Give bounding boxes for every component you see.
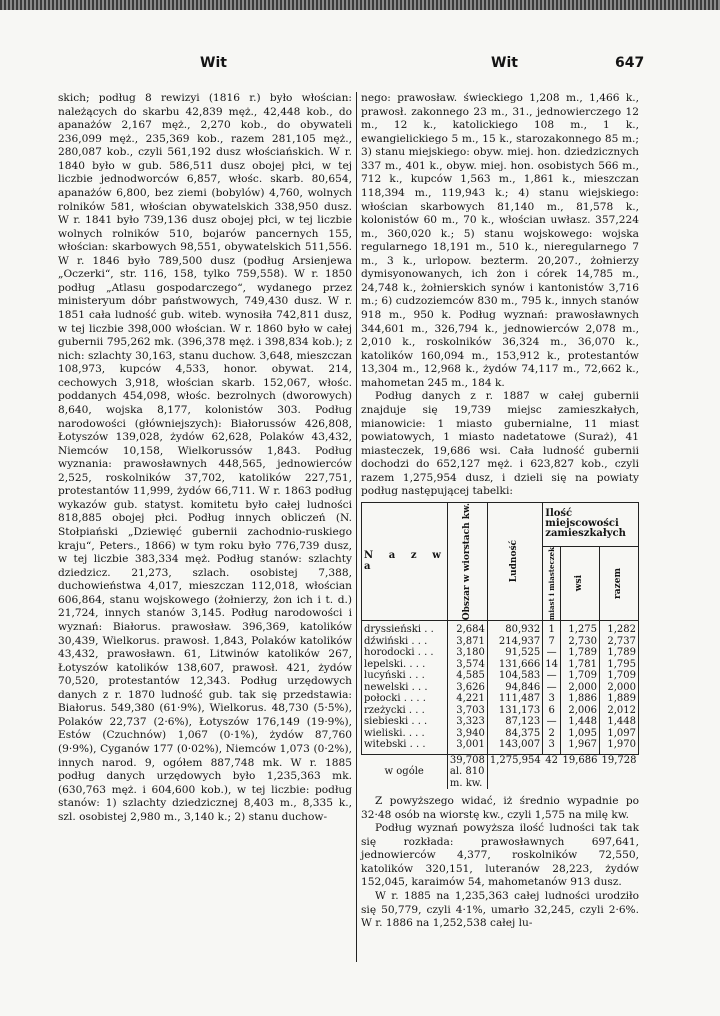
total-wsi: 19,686 (562, 754, 598, 766)
table-row (362, 716, 639, 728)
cell-miast: 7 (543, 636, 561, 648)
running-head-left: Wit (200, 55, 227, 71)
table-row (362, 670, 639, 682)
cell-obszar: 3,940 (447, 728, 487, 740)
cell-ludnosc: 131,173 (487, 705, 542, 717)
page-number: 647 (615, 55, 645, 71)
cell-wsi: 1,967 (561, 739, 600, 754)
cell-wsi: 1,789 (561, 647, 600, 659)
cell-razem: 1,282 (600, 621, 639, 636)
total-razem: 19,728 (601, 754, 637, 766)
cell-miast: — (543, 647, 561, 659)
col-header-obszar: Obszar w wiorstach kw. (461, 502, 472, 621)
cell-miast: — (543, 670, 561, 682)
cell-miast: 6 (543, 705, 561, 717)
cell-razem: 2,737 (600, 636, 639, 648)
cell-razem: 1,709 (600, 670, 639, 682)
total-ludnosc: 1,275,954 (489, 754, 541, 766)
cell-ludnosc: 94,846 (487, 682, 542, 694)
cell-name: lepelski. . . . (362, 659, 448, 671)
cell-name: newelski . . . (362, 682, 448, 694)
col-header-miast: miast i miasteczek (546, 547, 556, 621)
total-label: w ogóle (384, 766, 424, 778)
table-row (362, 682, 639, 694)
cell-miast: 3 (543, 739, 561, 754)
paragraph-1887: Podług danych z r. 1887 w całej gubernii znajduje się 19,739 miejsc zamieszkałych, mianowicie: 1 miasto gubernialne, 11 miast powiatowych, 1 miasto nadetatowe (Suraż), 41 miasteczek, 19,686 wsi. Cała ludność gubernii dochodzi do 652,127 męż. i 623,827 kob., czyli razem 1,275,954 dusz, i dzieli się na powiaty podług następującej tabelki: (361, 390, 639, 498)
cell-miast: 1 (543, 621, 561, 636)
cell-name: dźwiński . . . (362, 636, 448, 648)
cell-wsi: 1,709 (561, 670, 600, 682)
cell-obszar: 4,585 (447, 670, 487, 682)
cell-wsi: 2,006 (561, 705, 600, 717)
cell-wsi: 1,275 (561, 621, 600, 636)
table-row (362, 693, 639, 705)
cell-name: wieliski. . . . (362, 728, 448, 740)
col-header-ludnosc: Ludność (509, 540, 520, 583)
cell-obszar: 3,574 (447, 659, 487, 671)
cell-wsi: 2,000 (561, 682, 600, 694)
cell-miast: 14 (543, 659, 561, 671)
cell-razem: 1,970 (600, 739, 639, 754)
cell-obszar: 3,703 (447, 705, 487, 717)
left-column-text: skich; podług 8 rewizyi (1816 r.) było włościan: należących do skarbu 42,839 męż., 42,448 kob., do apanażów 2,167 męż., 2,270 kob., do obywateli 236,099 męż., 235,369 kob., razem 281,105 męż., 280,087 kob., czyli 561,192 dusz włościańskich. W r. 1840 było w gub. 586,511 dusz obojej płci, w tej liczbie jednodworców 6,857, włośc. skarb. 80,654, apanażów 6,800, bez ziemi (bobylów) 4,760, wolnych rolników 581, włościan obywatelskich 338,950 dusz. W r. 1841 było 739,136 dusz obojej płci, w tej liczbie wolnych rolników 510, bojarów pancernych 155, włościan: skarbowych 98,551, obywatelskich 511,556. W r. 1846 było 789,500 dusz (podług Arsienjewa „Oczerki“, str. 116, 158, tylko 759,558). W r. 1850 podług „Atlasu gospodarczego“, wydanego przez ministeryum dóbr państwowych, 749,430 dusz. W r. 1851 cała ludność gub. witeb. wynosiła 742,811 dusz, w tej liczbie 398,000 włościan. W r. 1860 było w całej gubernii 795,262 mk. (396,378 męż. i 398,834 kob.); z nich: szlachty 30,163, stanu duchow. 3,648, mieszczan 108,973, kupców 4,533, honor. obywat. 214, cechowych 3,918, włościan skarb. 152,067, włośc. poddanych 454,098, włośc. bezrolnych (dworowych) 8,640, wojska 8,177, kolonistów 303. Podług narodowości (główniejszych): Białorussów 426,808, Łotyszów 139,028, żydów 62,628, Polaków 43,432, Niemców 10,158, Wielkorussów 1,843. Podług wyznania: prawosławnych 448,565, jednowierców 2,525, roskolników 37,702, katolików 227,751, protestantów 11,999, żydów 66,711. W r. 1863 podług wykazów gub. statyst. komitetu było całej ludności 818,885 obojej płci. Podług innych obliczeń (N. Stołpiański „Dziewięć gubernii zachodnio-ruskiego kraju“, Peters., 1866) w tym roku było 776,739 dusz, w tej liczbie 383,334 męż. Podług stanów: szlachty dziedzicz. 21,273, szlach. osobistej 7,388, duchowieństwa 4,017, mieszczan 112,018, włościan 606,864, stanu wojskowego (żołnierzy, żon ich i t. d.) 21,724, innych stanów 3,145. Podług narodowości i wyznań: Białorus. prawosław. 396,369, katolików 30,439, Wielkorus. prawosł. 1,843, Polaków katolików 43,432, prawosławn. 61, Litwinów katolików 267, Łotyszów katolików 138,607, prawosł. 421, żydów 70,520, protestantów 12,343. Podług urzędowych danych z r. 1870 ludność gub. tak się przedstawia: Białorus. 549,380 (61·9%), Wielkorus. 48,730 (5·5%), Polaków 22,737 (2·6%), Łotyszów 176,149 (19·9%), Estów (Czuchnów) 1,067 (0·1%), żydów 87,760 (9·9%), Cyganów 177 (0·02%), Niemców 1,073 (0·2%), innych narod. 9, ogółem 887,748 mk. W r. 1885 podług danych urzędowych było 1,235,363 mk. (630,763 męż. i 604,600 kob.), w tej liczbie: podług stanów: 1) szlachty dziedzicznej 8,403 m., 8,335 k., szl. osobistej 2,980 m., 3,140 k.; 2) stanu duchow- (58, 92, 352, 823)
cell-obszar: 2,684 (447, 621, 487, 636)
cell-razem: 1,889 (600, 693, 639, 705)
table-row (362, 728, 639, 740)
cell-ludnosc: 87,123 (487, 716, 542, 728)
cell-razem: 1,789 (600, 647, 639, 659)
cell-wsi: 1,781 (561, 659, 600, 671)
table-row (362, 705, 639, 717)
cell-wsi: 1,886 (561, 693, 600, 705)
running-head-center: Wit (491, 55, 518, 71)
cell-obszar: 3,626 (447, 682, 487, 694)
right-column (361, 92, 639, 931)
table-row (362, 647, 639, 659)
paragraph-srednio: Z powyższego widać, iż średnio wypadnie po 32·48 osób na wiorstę kw., czyli 1,575 na milę kw. (361, 795, 639, 821)
cell-wsi: 1,095 (561, 728, 600, 740)
cell-razem: 1,097 (600, 728, 639, 740)
cell-ludnosc: 214,937 (487, 636, 542, 648)
cell-obszar: 3,323 (447, 716, 487, 728)
left-column (58, 92, 352, 824)
table-row (362, 659, 639, 671)
district-table (361, 502, 639, 789)
cell-miast: 2 (543, 728, 561, 740)
table-row (362, 636, 639, 648)
cell-ludnosc: 80,932 (487, 621, 542, 636)
cell-ludnosc: 143,007 (487, 739, 542, 754)
total-obszar: 39,708 al. 810 m. kw. (447, 754, 487, 789)
cell-razem: 1,448 (600, 716, 639, 728)
cell-miast: 3 (543, 693, 561, 705)
cell-name: dryssieński . . (362, 621, 448, 636)
cell-obszar: 3,871 (447, 636, 487, 648)
cell-name: siebieski . . . (362, 716, 448, 728)
cell-name: lucyński . . . (362, 670, 448, 682)
cell-name: horodocki . . . (362, 647, 448, 659)
cell-miast: — (543, 716, 561, 728)
cell-ludnosc: 104,583 (487, 670, 542, 682)
paragraph-urodzenia: W r. 1885 na 1,235,363 całej ludności urodziło się 50,779, czyli 4·1%, umarło 32,245, czyli 2·6%. W r. 1886 na 1,252,538 całej lu- (361, 890, 639, 930)
cell-name: połocki . . . . (362, 693, 448, 705)
cell-ludnosc: 84,375 (487, 728, 542, 740)
cell-razem: 2,000 (600, 682, 639, 694)
cell-wsi: 2,730 (561, 636, 600, 648)
cell-ludnosc: 111,487 (487, 693, 542, 705)
cell-ludnosc: 131,666 (487, 659, 542, 671)
col-header-razem: razem (613, 568, 624, 600)
table-row (362, 739, 639, 754)
cell-miast: — (543, 682, 561, 694)
cell-obszar: 4,221 (447, 693, 487, 705)
cell-obszar: 3,180 (447, 647, 487, 659)
cell-name: witebski . . . (362, 739, 448, 754)
col-header-group: Ilość miejscowości zamieszkałych (543, 502, 639, 546)
cell-wsi: 1,448 (561, 716, 600, 728)
cell-name: rzeżycki . . . (362, 705, 448, 717)
col-header-nazwa: N a z w a (362, 502, 448, 620)
paragraph-duchowny: nego: prawosław. świeckiego 1,208 m., 1,466 k., prawosł. zakonnego 23 m., 31., jednowierczego 12 m., 12 k., katolickiego 108 m., 1 k., ewangielickiego 5 m., 15 k., starozakonnego 85 m.; 3) stanu miejskiego: obyw. miej. hon. dziedzicznych 337 m., 401 k., obyw. miej. hon. osobistych 566 m., 712 k., kupców 1,563 m., 1,861 k., mieszczan 118,394 m., 119,943 k.; 4) stanu wiejskiego: włościan skarbowych 81,140 m., 81,578 k., kolonistów 60 m., 70 k., włościan uwłasz. 357,224 m., 360,020 k.; 5) stanu wojskowego: wojska regularnego 18,191 m., 510 k., nieregularnego 7 m., 3 k., urlopow. bezterm. 20,207., żołnierzy dymisyonowanych, ich żon i córek 14,785 m., 24,748 k., żołnierskich synów i kantonistów 3,716 m.; 6) cudzoziemców 830 m., 795 k., innych stanów 918 m., 950 k. Podług wyznań: prawosławnych 344,601 m., 326,794 k., jednowierców 2,078 m., 2,010 k., roskolników 36,324 m., 36,070 k., katolików 160,094 m., 153,912 k., protestantów 13,304 m., 12,968 k., żydów 74,117 m., 72,662 k., mahometan 245 m., 184 k. (361, 92, 639, 389)
cell-razem: 1,795 (600, 659, 639, 671)
paragraph-wyznania: Podług wyznań powyższa ilość ludności tak tak się rozkłada: prawosławnych 697,641, jednowierców 4,377, roskolników 72,550, katolików 320,151, luteranów 28,223, żydów 152,045, karaimów 54, mahometanów 913 dusz. (361, 822, 639, 889)
scan-top-edge (0, 0, 720, 10)
total-miast: 42 (545, 754, 558, 766)
table-row (362, 621, 639, 636)
cell-razem: 2,012 (600, 705, 639, 717)
column-divider (356, 92, 357, 962)
cell-ludnosc: 91,525 (487, 647, 542, 659)
col-header-wsi: wsi (574, 575, 585, 592)
cell-obszar: 3,001 (447, 739, 487, 754)
